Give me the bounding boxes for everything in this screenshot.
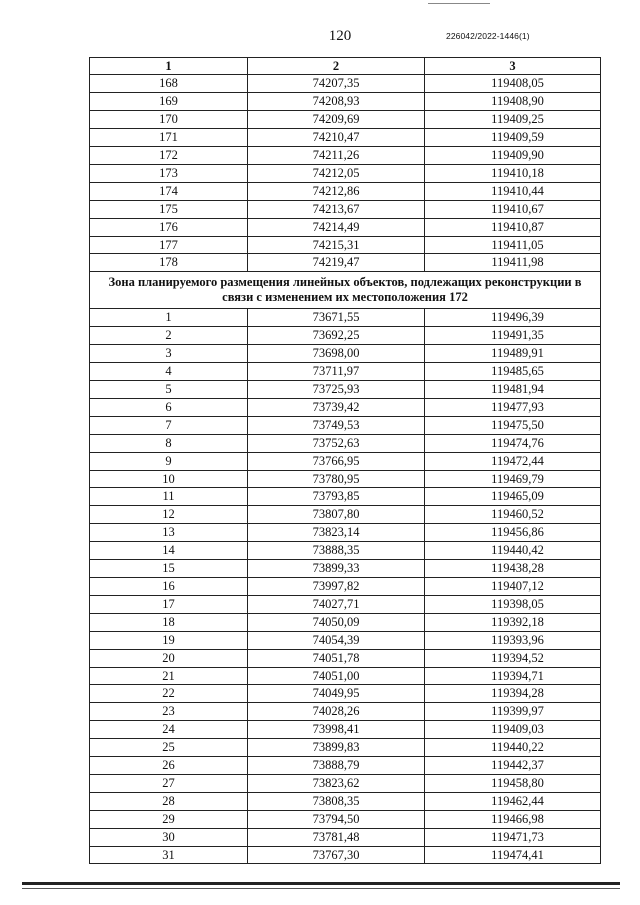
x-coordinate-cell: 73767,30 xyxy=(248,846,425,864)
point-number-cell: 170 xyxy=(90,111,248,129)
table-row xyxy=(90,200,601,218)
x-coordinate-cell: 73899,83 xyxy=(248,739,425,757)
table-row xyxy=(90,488,601,506)
point-number-cell: 1 xyxy=(90,309,248,327)
point-number-cell: 11 xyxy=(90,488,248,506)
point-number-cell: 172 xyxy=(90,147,248,165)
table-row xyxy=(90,649,601,667)
point-number-cell: 14 xyxy=(90,542,248,560)
y-coordinate-cell: 119408,90 xyxy=(425,93,601,111)
x-coordinate-cell: 73998,41 xyxy=(248,721,425,739)
y-coordinate-cell: 119471,73 xyxy=(425,828,601,846)
y-coordinate-cell: 119438,28 xyxy=(425,560,601,578)
y-coordinate-cell: 119458,80 xyxy=(425,774,601,792)
table-row xyxy=(90,327,601,345)
point-number-cell: 22 xyxy=(90,685,248,703)
point-number-cell: 5 xyxy=(90,381,248,399)
point-number-cell: 15 xyxy=(90,560,248,578)
x-coordinate-cell: 74212,05 xyxy=(248,164,425,182)
y-coordinate-cell: 119489,91 xyxy=(425,345,601,363)
x-coordinate-cell: 73823,62 xyxy=(248,774,425,792)
bottom-edge-line xyxy=(22,882,620,885)
table-row xyxy=(90,774,601,792)
x-coordinate-cell: 73997,82 xyxy=(248,577,425,595)
table-row xyxy=(90,792,601,810)
point-number-cell: 4 xyxy=(90,363,248,381)
point-number-cell: 17 xyxy=(90,595,248,613)
y-coordinate-cell: 119477,93 xyxy=(425,398,601,416)
x-coordinate-cell: 73807,80 xyxy=(248,506,425,524)
x-coordinate-cell: 74050,09 xyxy=(248,613,425,631)
point-number-cell: 176 xyxy=(90,218,248,236)
point-number-cell: 20 xyxy=(90,649,248,667)
y-coordinate-cell: 119399,97 xyxy=(425,703,601,721)
y-coordinate-cell: 119411,05 xyxy=(425,236,601,254)
table-row xyxy=(90,667,601,685)
table-row xyxy=(90,828,601,846)
point-number-cell: 168 xyxy=(90,75,248,93)
x-coordinate-cell: 74215,31 xyxy=(248,236,425,254)
table-row xyxy=(90,542,601,560)
table-body-after xyxy=(90,309,601,864)
x-coordinate-cell: 74211,26 xyxy=(248,147,425,165)
x-coordinate-cell: 73739,42 xyxy=(248,398,425,416)
y-coordinate-cell: 119472,44 xyxy=(425,452,601,470)
column-header: 3 xyxy=(425,58,601,75)
point-number-cell: 173 xyxy=(90,164,248,182)
x-coordinate-cell: 74027,71 xyxy=(248,595,425,613)
x-coordinate-cell: 73793,85 xyxy=(248,488,425,506)
y-coordinate-cell: 119460,52 xyxy=(425,506,601,524)
x-coordinate-cell: 74219,47 xyxy=(248,254,425,272)
point-number-cell: 31 xyxy=(90,846,248,864)
y-coordinate-cell: 119491,35 xyxy=(425,327,601,345)
x-coordinate-cell: 74212,86 xyxy=(248,182,425,200)
x-coordinate-cell: 74208,93 xyxy=(248,93,425,111)
bottom-edge-line-thin xyxy=(22,888,620,889)
table-row xyxy=(90,345,601,363)
table-row xyxy=(90,613,601,631)
y-coordinate-cell: 119440,42 xyxy=(425,542,601,560)
y-coordinate-cell: 119466,98 xyxy=(425,810,601,828)
table-row xyxy=(90,757,601,775)
x-coordinate-cell: 74209,69 xyxy=(248,111,425,129)
table-row xyxy=(90,363,601,381)
x-coordinate-cell: 73671,55 xyxy=(248,309,425,327)
top-scan-mark xyxy=(428,3,490,4)
coordinates-table xyxy=(89,57,601,864)
table-row xyxy=(90,739,601,757)
table-row xyxy=(90,398,601,416)
table-row xyxy=(90,703,601,721)
table-row xyxy=(90,218,601,236)
table-row xyxy=(90,254,601,272)
y-coordinate-cell: 119462,44 xyxy=(425,792,601,810)
point-number-cell: 171 xyxy=(90,129,248,147)
table-row xyxy=(90,381,601,399)
y-coordinate-cell: 119475,50 xyxy=(425,416,601,434)
x-coordinate-cell: 74054,39 xyxy=(248,631,425,649)
x-coordinate-cell: 74207,35 xyxy=(248,75,425,93)
point-number-cell: 177 xyxy=(90,236,248,254)
x-coordinate-cell: 73692,25 xyxy=(248,327,425,345)
x-coordinate-cell: 73725,93 xyxy=(248,381,425,399)
table-body-before xyxy=(90,75,601,272)
table-row xyxy=(90,524,601,542)
x-coordinate-cell: 73752,63 xyxy=(248,434,425,452)
y-coordinate-cell: 119394,52 xyxy=(425,649,601,667)
column-header: 1 xyxy=(90,58,248,75)
x-coordinate-cell: 74028,26 xyxy=(248,703,425,721)
table-row xyxy=(90,416,601,434)
table-row xyxy=(90,164,601,182)
table-row xyxy=(90,182,601,200)
y-coordinate-cell: 119407,12 xyxy=(425,577,601,595)
y-coordinate-cell: 119485,65 xyxy=(425,363,601,381)
point-number-cell: 19 xyxy=(90,631,248,649)
section-row xyxy=(90,272,601,309)
table-row xyxy=(90,452,601,470)
column-header: 2 xyxy=(248,58,425,75)
x-coordinate-cell: 74051,78 xyxy=(248,649,425,667)
point-number-cell: 10 xyxy=(90,470,248,488)
x-coordinate-cell: 73711,97 xyxy=(248,363,425,381)
x-coordinate-cell: 74049,95 xyxy=(248,685,425,703)
table-row xyxy=(90,147,601,165)
y-coordinate-cell: 119440,22 xyxy=(425,739,601,757)
point-number-cell: 7 xyxy=(90,416,248,434)
table-row xyxy=(90,236,601,254)
y-coordinate-cell: 119409,25 xyxy=(425,111,601,129)
y-coordinate-cell: 119496,39 xyxy=(425,309,601,327)
y-coordinate-cell: 119409,59 xyxy=(425,129,601,147)
x-coordinate-cell: 73766,95 xyxy=(248,452,425,470)
point-number-cell: 12 xyxy=(90,506,248,524)
table-row xyxy=(90,810,601,828)
y-coordinate-cell: 119442,37 xyxy=(425,757,601,775)
point-number-cell: 3 xyxy=(90,345,248,363)
point-number-cell: 6 xyxy=(90,398,248,416)
x-coordinate-cell: 73794,50 xyxy=(248,810,425,828)
document-code: 226042/2022-1446(1) xyxy=(446,31,530,41)
y-coordinate-cell: 119398,05 xyxy=(425,595,601,613)
point-number-cell: 169 xyxy=(90,93,248,111)
y-coordinate-cell: 119394,71 xyxy=(425,667,601,685)
x-coordinate-cell: 73780,95 xyxy=(248,470,425,488)
table-row xyxy=(90,93,601,111)
x-coordinate-cell: 74214,49 xyxy=(248,218,425,236)
table-row xyxy=(90,595,601,613)
y-coordinate-cell: 119410,67 xyxy=(425,200,601,218)
x-coordinate-cell: 73781,48 xyxy=(248,828,425,846)
y-coordinate-cell: 119456,86 xyxy=(425,524,601,542)
x-coordinate-cell: 73888,79 xyxy=(248,757,425,775)
point-number-cell: 26 xyxy=(90,757,248,775)
table-row xyxy=(90,631,601,649)
point-number-cell: 175 xyxy=(90,200,248,218)
table-row xyxy=(90,846,601,864)
point-number-cell: 23 xyxy=(90,703,248,721)
y-coordinate-cell: 119409,90 xyxy=(425,147,601,165)
y-coordinate-cell: 119465,09 xyxy=(425,488,601,506)
y-coordinate-cell: 119392,18 xyxy=(425,613,601,631)
y-coordinate-cell: 119394,28 xyxy=(425,685,601,703)
point-number-cell: 28 xyxy=(90,792,248,810)
point-number-cell: 21 xyxy=(90,667,248,685)
y-coordinate-cell: 119474,76 xyxy=(425,434,601,452)
table-row xyxy=(90,577,601,595)
table-row xyxy=(90,506,601,524)
point-number-cell: 13 xyxy=(90,524,248,542)
point-number-cell: 174 xyxy=(90,182,248,200)
point-number-cell: 16 xyxy=(90,577,248,595)
point-number-cell: 29 xyxy=(90,810,248,828)
x-coordinate-cell: 73899,33 xyxy=(248,560,425,578)
x-coordinate-cell: 74210,47 xyxy=(248,129,425,147)
x-coordinate-cell: 73808,35 xyxy=(248,792,425,810)
table-row xyxy=(90,129,601,147)
x-coordinate-cell: 74213,67 xyxy=(248,200,425,218)
table-header-row xyxy=(90,58,601,75)
y-coordinate-cell: 119481,94 xyxy=(425,381,601,399)
table-row xyxy=(90,111,601,129)
y-coordinate-cell: 119469,79 xyxy=(425,470,601,488)
y-coordinate-cell: 119410,87 xyxy=(425,218,601,236)
point-number-cell: 18 xyxy=(90,613,248,631)
page-number: 120 xyxy=(328,28,352,44)
table-row xyxy=(90,470,601,488)
x-coordinate-cell: 74051,00 xyxy=(248,667,425,685)
table-row xyxy=(90,75,601,93)
y-coordinate-cell: 119408,05 xyxy=(425,75,601,93)
table-row xyxy=(90,434,601,452)
table-row xyxy=(90,560,601,578)
point-number-cell: 178 xyxy=(90,254,248,272)
y-coordinate-cell: 119410,18 xyxy=(425,164,601,182)
table-row xyxy=(90,309,601,327)
y-coordinate-cell: 119411,98 xyxy=(425,254,601,272)
y-coordinate-cell: 119410,44 xyxy=(425,182,601,200)
point-number-cell: 8 xyxy=(90,434,248,452)
x-coordinate-cell: 73698,00 xyxy=(248,345,425,363)
section-title: Зона планируемого размещения линейных объектов, подлежащих реконструкции в связи с изменением их местоположения 172 xyxy=(90,272,601,309)
y-coordinate-cell: 119393,96 xyxy=(425,631,601,649)
table-row xyxy=(90,685,601,703)
y-coordinate-cell: 119409,03 xyxy=(425,721,601,739)
point-number-cell: 30 xyxy=(90,828,248,846)
point-number-cell: 25 xyxy=(90,739,248,757)
x-coordinate-cell: 73749,53 xyxy=(248,416,425,434)
point-number-cell: 27 xyxy=(90,774,248,792)
point-number-cell: 24 xyxy=(90,721,248,739)
x-coordinate-cell: 73888,35 xyxy=(248,542,425,560)
point-number-cell: 2 xyxy=(90,327,248,345)
point-number-cell: 9 xyxy=(90,452,248,470)
table-row xyxy=(90,721,601,739)
x-coordinate-cell: 73823,14 xyxy=(248,524,425,542)
y-coordinate-cell: 119474,41 xyxy=(425,846,601,864)
